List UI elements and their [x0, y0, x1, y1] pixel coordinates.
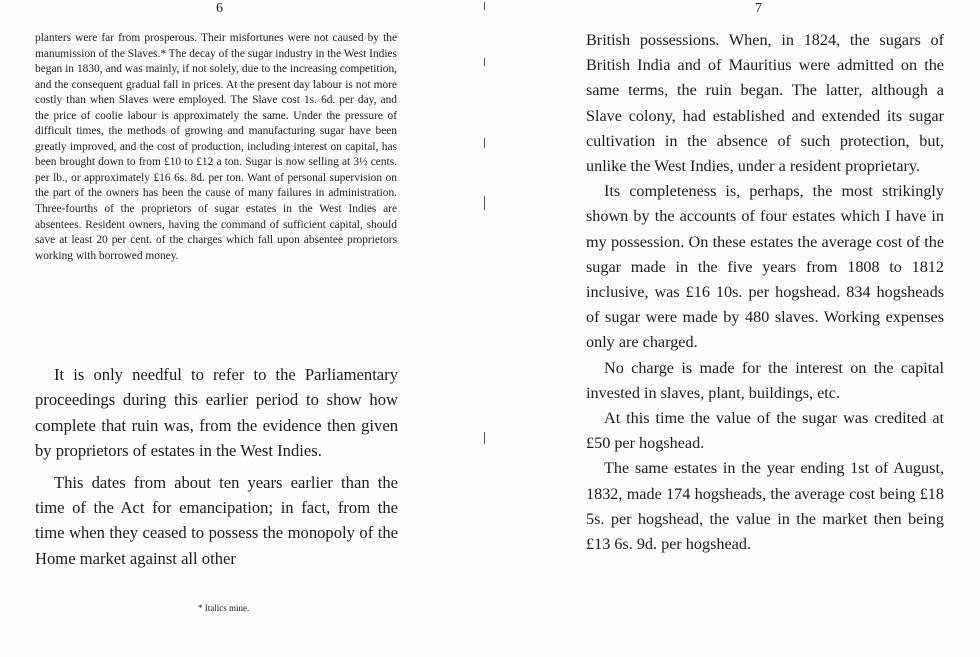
gutter-mark	[484, 138, 485, 148]
left-page	[0, 0, 470, 657]
page-number-left: 6	[216, 1, 223, 16]
page-number-right: 7	[755, 1, 762, 16]
gutter-mark	[484, 196, 485, 210]
paragraph: This dates from about ten years earlier than the time of the Act for emancipation; in fact, from the time when they ceased to possess the monopoly of the Home market against all other	[35, 472, 398, 568]
footnote: * Italics mine.	[198, 603, 250, 613]
gutter	[484, 0, 496, 657]
right-body	[586, 28, 944, 557]
paragraph: No charge is made for the interest on the capital invested in slaves, plant, buildings, etc.	[586, 358, 944, 402]
footnote-block	[35, 31, 397, 264]
paragraph: Its completeness is, perhaps, the most strikingly shown by the accounts of four estates which I have in my possession. On these estates the average cost of the sugar made in the five years from 1808 to 1812 inclusive, was £16 10s. per hogshead. 834 hogsheads of sugar were made by 480 slaves. Working expenses only are charged.	[586, 182, 944, 352]
paragraph: The same estates in the year ending 1st of August, 1832, made 174 hogsheads, the average cost being £18 5s. per hogshead, the value in the market then being £13 6s. 9d. per hogshead.	[586, 459, 944, 554]
paragraph: British possessions. When, in 1824, the sugars of British India and of Mauritius were admitted on the same terms, the ruin began. The latter, although a Slave colony, had established and extended its sugar cultivation in the absence of such protection, but, unlike the West Indies, under a resident proprietary.	[586, 31, 944, 176]
paragraph: At this time the value of the sugar was credited at £50 per hogshead.	[586, 409, 944, 453]
gutter-mark	[484, 58, 485, 66]
gutter-mark	[484, 432, 485, 444]
small-text: planters were far from prosperous. Their misfortunes were not caused by the manumission of the Slaves.* The decay of the sugar industry in the West Indies began in 1830, and was mainly, if not solely, due to the increasing competition, and the consequent gradual fall in prices. At the present day labour is not more costly than when Slaves were employed. The Slave cost 1s. 6d. per day, and the price of coolie labour is approximately the same. Under the pressure of difficult times, the methods of growing and manufacturing sugar have been greatly improved, and the cost of production, including interest on capital, has been brought down to from £10 to £12 a ton. Sugar is now selling at 3½ cents. per lb., or approximately £16 6s. 8d. per ton. Want of personal supervision on the part of the owners has been the cause of many failures in administration. Three-fourths of the proprietors of sugar estates in the West Indies are absentees. Resident owners, having the command of sufficient capital, should save at least 20 per cent. of the charges which fall upon absentee proprietors working with borrowed money.	[35, 32, 397, 262]
paragraph: It is only needful to refer to the Parliamentary proceedings during this earlier period to show how complete that ruin was, from the evidence then given by proprietors of estates in the West Indies.	[35, 365, 398, 461]
right-page	[500, 0, 980, 657]
gutter-mark	[484, 2, 485, 10]
left-body	[35, 362, 398, 577]
